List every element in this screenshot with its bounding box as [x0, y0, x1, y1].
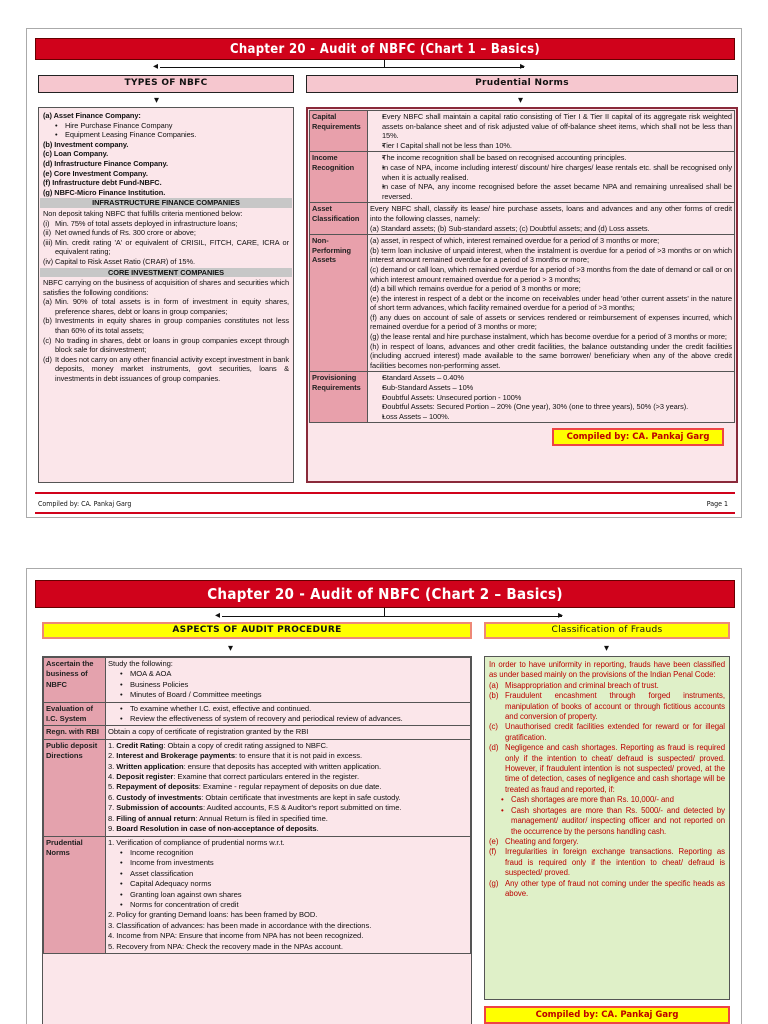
- audit-line-key: Deposit register: [116, 772, 174, 782]
- audit-line-num: 4.: [108, 772, 115, 782]
- core-heading: CORE INVESTMENT COMPANIES: [40, 268, 292, 278]
- fraud-text: Negligence and cash shortages. Reporting as fraud is required only if the intention to cheat/ defraud is suspected/ proved. However, if fraudulent intention is not suspected/ proved, at the time of detection, cases of negligence and cash shortage will be treated as fraud and reported, if:: [505, 743, 725, 794]
- core-item-num: (c): [43, 335, 52, 345]
- norm-item: (g) the lease rental and hire purchase instalment, which has become overdue for a period of 3 months or more;: [370, 332, 727, 342]
- arrow-right-icon: ▸: [558, 610, 564, 621]
- core-item: [43, 355, 289, 384]
- audit-line: [108, 751, 468, 761]
- norm-item: • Sub-Standard Assets – 10%: [370, 383, 732, 393]
- norm-item: (c) demand or call loan, which remained overdue for a period of >3 months from the date of demand or call or on which interest amount remained overdue for a period > 3 months;: [370, 264, 732, 284]
- audit-line: • Income recognition: [108, 848, 468, 858]
- fraud-subitem: • Cash shortages are more than Rs. 10,000/- and: [489, 795, 725, 805]
- core-item-num: (b): [43, 316, 52, 326]
- fraud-classification-box: [484, 656, 730, 1000]
- audit-line: Obtain a copy of certificate of registration granted by the RBI: [108, 727, 309, 737]
- audit-line-text: : Obtain a copy of credit rating assigned to NBFC.: [163, 740, 328, 750]
- audit-line: • Capital Adequacy norms: [108, 879, 468, 889]
- audit-label: Prudential Norms: [44, 836, 106, 953]
- fraud-item: [489, 743, 725, 795]
- norm-item: • In case of NPA, any income recognised before the asset became NPA and remaining unrealised shall be reversed.: [370, 182, 732, 201]
- nbfc-type-item: (b) Investment company.: [43, 139, 129, 149]
- norm-item: Every NBFC shall, classify its lease/ hire purchase assets, loans and advances and any other forms of credit into the following classes, namely:: [370, 204, 732, 223]
- infra-item-text: Min. credit rating 'A' or equivalent of CRISIL, FITCH, CARE, ICRA or equivalent rating;: [55, 237, 289, 257]
- norm-row: [310, 203, 735, 235]
- core-item-num: (d): [43, 354, 52, 364]
- page-2-connector: [222, 616, 562, 617]
- norm-item: (e) the interest in respect of a debt or the income on receivables under head 'other current assets' in the nature of short term advances, which facility remained overdue for a period of >3 months;: [370, 293, 732, 313]
- norm-item: • In case of NPA, income including interest/ discount/ hire charges/ lease rentals etc. shall be recognised only when it is actually realised.: [370, 163, 732, 182]
- core-item-text: Investments in equity shares in group companies constitutes not less than 60% of its total assets;: [55, 316, 289, 336]
- arrow-left-icon: ◂: [215, 610, 221, 621]
- core-item: [43, 336, 289, 355]
- audit-line: 2. Policy for granting Demand loans: has been framed by BOD.: [108, 910, 318, 920]
- prudential-norms-table: [309, 110, 735, 423]
- types-of-nbfc-box: [38, 107, 294, 483]
- audit-line-text: .: [316, 824, 319, 834]
- infra-item-num: (iv): [43, 256, 54, 266]
- audit-line-num: 1.: [108, 740, 115, 750]
- footer-rule-bottom: [35, 512, 735, 514]
- infra-item-text: Net owned funds of Rs. 300 crore or above;: [55, 228, 196, 238]
- fraud-item: [489, 879, 725, 900]
- audit-line-text: : Examine that correct particulars entered in the register.: [173, 772, 360, 782]
- audit-row: [44, 739, 471, 836]
- audit-line: • Income from investments: [108, 858, 468, 868]
- audit-line-num: 3.: [108, 761, 115, 771]
- audit-line: • To examine whether I.C. exist, effective and continued.: [108, 704, 468, 714]
- infra-list: [43, 219, 289, 267]
- nbfc-type-item: (d) Infrastructure Finance Company.: [43, 158, 169, 168]
- audit-line-text: : Audited accounts, F.S & Auditor's report submitted on time.: [202, 803, 402, 813]
- norm-label: Provisioning Requirements: [310, 372, 368, 423]
- audit-line-key: Custody of investments: [116, 792, 202, 802]
- audit-line-num: 5.: [108, 782, 115, 792]
- compiled-badge-page-1: Compiled by: CA. Pankaj Garg: [552, 428, 724, 446]
- audit-line: [108, 762, 468, 772]
- audit-content: [106, 658, 471, 703]
- audit-line: [108, 814, 468, 824]
- audit-procedure-table: [43, 657, 471, 954]
- audit-line-num: 7.: [108, 803, 115, 813]
- audit-row: [44, 702, 471, 726]
- audit-line: Study the following:: [108, 659, 173, 668]
- audit-line-key: Repayment of deposits: [116, 782, 199, 792]
- fraud-item: [489, 837, 725, 847]
- fraud-text: Misappropriation and criminal breach of trust.: [505, 680, 659, 690]
- nbfc-type-item: • Hire Purchase Finance Company: [43, 121, 289, 131]
- arrow-down-icon: ▾: [228, 643, 234, 654]
- arrow-right-icon: ▸: [520, 61, 526, 72]
- audit-line: • MOA & AOA: [108, 669, 468, 679]
- fraud-num: (d): [489, 743, 499, 753]
- types-list: [43, 111, 289, 197]
- audit-row: [44, 836, 471, 953]
- audit-line: • Asset classification: [108, 869, 468, 879]
- norm-content: [368, 235, 735, 372]
- infra-intro: Non deposit taking NBFC that fulfills criteria mentioned below:: [43, 208, 243, 218]
- audit-line: • Review the effectiveness of system of recovery and periodical review of advances.: [108, 714, 468, 724]
- norm-item: (a) Standard assets; (b) Sub-standard assets; (c) Doubtful assets; and (d) Loss assets.: [370, 223, 650, 233]
- norm-item: • Doubtful Assets: Unsecured portion - 100%: [370, 393, 732, 403]
- fraud-subitem: • Cash shortages are more than Rs. 5000/- and detected by management/ auditor/ inspecting officer and not reported on the occurrence by the persons handling cash.: [489, 806, 725, 837]
- audit-content: [106, 702, 471, 726]
- frauds-list: [489, 681, 725, 900]
- norm-row: [310, 235, 735, 372]
- fraud-item: [489, 722, 725, 743]
- audit-line: • Minutes of Board / Committee meetings: [108, 690, 468, 700]
- norm-content: [368, 203, 735, 235]
- audit-line-key: Written application: [116, 761, 184, 771]
- fraud-num: (c): [489, 722, 498, 732]
- types-of-nbfc-header: TYPES OF NBFC: [38, 75, 294, 93]
- core-item: [43, 297, 289, 316]
- audit-line-text: : Obtain certificate that investments are kept in safe custody.: [201, 792, 401, 802]
- infra-item-text: Capital to Risk Asset Ratio (CRAR) of 15%.: [55, 256, 196, 266]
- norm-content: [368, 152, 735, 203]
- norm-item: • The income recognition shall be based on recognised accounting principles.: [370, 153, 732, 163]
- prudential-norms-box: [306, 107, 738, 483]
- norm-content: [368, 111, 735, 152]
- norm-item: • Loss Assets – 100%.: [370, 412, 732, 422]
- page-1-connector: [160, 67, 524, 68]
- nbfc-type-item: (f) Infrastructure debt Fund-NBFC.: [43, 178, 162, 188]
- core-intro: NBFC carrying on the business of acquisition of shares and securities which satisfies the following conditions:: [43, 278, 289, 297]
- audit-line-text: : to ensure that it is not paid in excess.: [235, 751, 363, 761]
- compiled-badge-page-2: Compiled by: CA. Pankaj Garg: [484, 1006, 730, 1024]
- infra-item-num: (ii): [43, 228, 52, 238]
- infra-item-num: (iii): [43, 237, 53, 247]
- norm-row: [310, 372, 735, 423]
- core-list: [43, 297, 289, 383]
- infra-item: [43, 228, 289, 238]
- fraud-item: [489, 691, 725, 722]
- arrow-down-icon: ▾: [154, 95, 160, 106]
- page-2-title: Chapter 20 - Audit of NBFC (Chart 2 – Basics): [35, 580, 735, 608]
- infra-heading: INFRASTRUCTURE FINANCE COMPANIES: [40, 198, 292, 208]
- audit-line-key: Credit Rating: [116, 740, 164, 750]
- audit-line: [108, 793, 468, 803]
- audit-line-text: : ensure that deposits has accepted with written application.: [183, 761, 382, 771]
- infra-item: [43, 238, 289, 257]
- audit-line: [108, 782, 468, 792]
- fraud-num: (a): [489, 680, 499, 690]
- core-item-text: It does not carry on any other financial activity except investment in bank deposits, money market instruments, govt securities, loans & investments in debt issuances of group companies.: [55, 354, 289, 384]
- norm-label: Capital Requirements: [310, 111, 368, 152]
- infra-item-num: (i): [43, 218, 50, 228]
- nbfc-type-item: (a) Asset Finance Company:: [43, 111, 141, 120]
- audit-line-text: : Annual Return is filed in specified time.: [195, 813, 328, 823]
- nbfc-type-item: (c) Loan Company.: [43, 149, 109, 159]
- audit-line-key: Interest and Brokerage payments: [116, 751, 236, 761]
- norm-item: (b) term loan inclusive of unpaid interest, when the instalment is overdue for a period of >3 months or on which interest amount remained overdue for a period of 3 months or more;: [370, 245, 732, 265]
- audit-line-num: 8.: [108, 813, 115, 823]
- infra-item: [43, 219, 289, 229]
- fraud-text: Cheating and forgery.: [505, 836, 579, 846]
- audit-line-key: Submission of accounts: [116, 803, 203, 813]
- page-1-title: Chapter 20 - Audit of NBFC (Chart 1 – Basics): [35, 38, 735, 60]
- audit-row: [44, 658, 471, 703]
- norm-label: Asset Classification: [310, 203, 368, 235]
- fraud-text: Fraudulent encashment through forged instruments, manipulation of books of account or through fictitious accounts and conversion of property.: [505, 691, 725, 722]
- norm-item: • Doubtful Assets: Secured Portion – 20% (One year), 30% (one to three years), 50% (>3 years).: [370, 402, 732, 412]
- frauds-intro: In order to have uniformity in reporting, frauds have been classified as under based mainly on the provisions of the Indian Penal Code:: [489, 660, 725, 680]
- norm-item: (f) any dues on account of sale of assets or services rendered or reimbursement of expenses incurred, which remained overdue for a period of 3 months or more;: [370, 312, 732, 332]
- infra-item: [43, 257, 289, 267]
- infra-item-text: Min. 75% of total assets deployed in infrastructure loans;: [55, 218, 238, 228]
- fraud-num: (b): [489, 691, 499, 701]
- fraud-item: [489, 681, 725, 691]
- audit-line: [108, 803, 468, 813]
- audit-line-num: 2.: [108, 751, 115, 761]
- core-item: [43, 316, 289, 335]
- audit-content: [106, 836, 471, 953]
- audit-row: [44, 726, 471, 739]
- norm-item: • Every NBFC shall maintain a capital ratio consisting of Tier I & Tier II capital of its aggregate risk weighted assets on-balance sheet and of risk adjusted value of off-balance sheet items, which shall not be less than 15%.: [370, 112, 732, 141]
- audit-line-num: 6.: [108, 792, 115, 802]
- audit-label: Regn. with RBI: [44, 726, 106, 739]
- core-item-text: No trading in shares, debt or loans in group companies except through block sale for disinvestment;: [55, 335, 289, 355]
- audit-line: 3. Classification of advances: has been made in accordance with the directions.: [108, 920, 372, 930]
- audit-line-key: Board Resolution in case of non-acceptance of deposits: [116, 824, 317, 834]
- audit-label: Public deposit Directions: [44, 739, 106, 836]
- fraud-item: [489, 847, 725, 878]
- audit-content: [106, 739, 471, 836]
- fraud-num: (g): [489, 878, 499, 888]
- footer-left: Compiled by: CA. Pankaj Garg: [38, 500, 132, 508]
- norm-content: [368, 372, 735, 423]
- norm-row: [310, 152, 735, 203]
- audit-line: [108, 772, 468, 782]
- norm-label: Income Recognition: [310, 152, 368, 203]
- arrow-left-icon: ◂: [153, 61, 159, 72]
- fraud-num: (e): [489, 836, 499, 846]
- core-item-text: Min. 90% of total assets is in form of investment in equity shares, preference shares, debt or loans in group companies;: [55, 297, 289, 316]
- audit-line-key: Filing of annual return: [116, 813, 196, 823]
- fraud-classification-header: Classification of Frauds: [484, 622, 730, 639]
- footer-rule-top: [35, 492, 735, 494]
- audit-line-num: 9.: [108, 824, 115, 834]
- audit-line: • Granting loan against own shares: [108, 890, 468, 900]
- fraud-text: Irregularities in foreign exchange transactions. Reporting as fraud is required only if the intention to cheat/ defraud is suspected/ proved.: [505, 847, 725, 878]
- audit-procedure-header: ASPECTS OF AUDIT PROCEDURE: [42, 622, 472, 639]
- fraud-num: (f): [489, 847, 497, 857]
- norm-item: (a) asset, in respect of which, interest remained overdue for a period of 3 months or more;: [370, 236, 660, 246]
- arrow-down-icon: ▾: [604, 643, 610, 654]
- audit-line: [108, 824, 468, 834]
- prudential-norms-header: Prudential Norms: [306, 75, 738, 93]
- norm-row: [310, 111, 735, 152]
- norm-item: • Standard Assets – 0.40%: [370, 373, 732, 383]
- norm-item: • Tier I Capital shall not be less than 10%.: [370, 141, 732, 151]
- audit-line: • Norms for concentration of credit: [108, 900, 468, 910]
- connector-stem: [384, 608, 385, 616]
- footer-right: Page 1: [706, 500, 728, 508]
- audit-line: 1. Verification of compliance of prudential norms w.r.t.: [108, 837, 285, 847]
- audit-line: [108, 741, 468, 751]
- audit-label: Evaluation of I.C. System: [44, 702, 106, 726]
- nbfc-type-item: (g) NBFC-Micro Finance Institution.: [43, 187, 166, 197]
- core-item-num: (a): [43, 297, 52, 307]
- nbfc-type-item: (e) Core Investment Company.: [43, 168, 148, 178]
- audit-line: • Business Policies: [108, 680, 468, 690]
- fraud-text: Any other type of fraud not coming under the specific heads as above.: [505, 878, 725, 898]
- norm-label: Non-Performing Assets: [310, 235, 368, 372]
- norm-item: (d) a bill which remains overdue for a period of 3 months or more;: [370, 284, 581, 294]
- audit-line: 4. Income from NPA: Ensure that income from NPA has not been recognized.: [108, 931, 364, 941]
- audit-label: Ascertain the business of NBFC: [44, 658, 106, 703]
- norm-item: (h) in respect of loans, advances and other credit facilities, the balance outstanding under the credit facilities (including accrued interest) made available to the same borrower/ beneficiary when any of the above credit facilities becomes non-performing asset.: [370, 341, 732, 370]
- connector-stem: [384, 60, 385, 68]
- audit-content: [106, 726, 471, 739]
- nbfc-type-item: • Equipment Leasing Finance Companies.: [43, 130, 289, 140]
- arrow-down-icon: ▾: [518, 95, 524, 106]
- audit-line-text: : Examine - regular repayment of deposits on due date.: [198, 782, 382, 792]
- audit-line: 5. Recovery from NPA: Check the recovery made in the NPAs account.: [108, 941, 343, 951]
- audit-procedure-box: [42, 656, 472, 1024]
- fraud-text: Unauthorised credit facilities extended for reward or for illegal gratification.: [505, 722, 725, 742]
